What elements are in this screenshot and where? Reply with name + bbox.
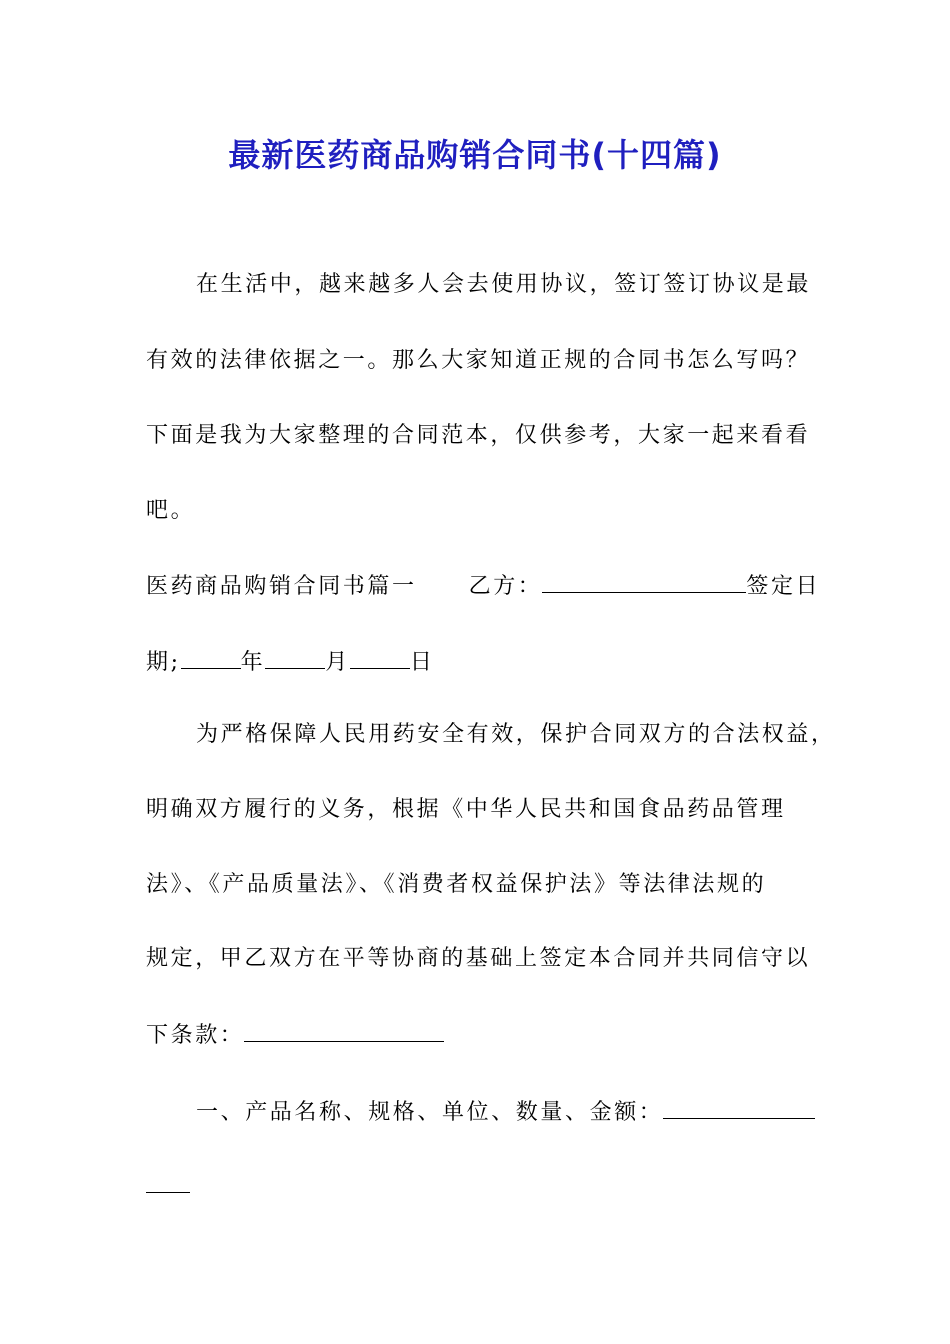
sign-date-line xyxy=(146,646,434,678)
clause1-line xyxy=(196,1096,815,1128)
section1-heading-line xyxy=(146,570,820,602)
section1-heading: 医药商品购销合同书篇一 xyxy=(146,574,417,599)
year-label: 年 xyxy=(240,650,266,675)
clauses-blank xyxy=(244,1019,444,1042)
clause1-blank-continuation xyxy=(146,1170,190,1193)
para2-line-1: 为严格保障人民用药安全有效，保护合同双方的合法权益， xyxy=(196,722,836,747)
month-label: 月 xyxy=(325,650,350,675)
intro-line-4: 吧。 xyxy=(146,498,196,523)
day-blank xyxy=(350,646,410,669)
sign-date-label-a: 签定日 xyxy=(746,574,821,599)
para2-line-4: 规定，甲乙双方在平等协商的基础上签定本合同并共同信守以 xyxy=(146,946,811,971)
year-blank xyxy=(181,646,241,669)
para2-line-5-text: 下条款： xyxy=(146,1023,245,1048)
para2-line-3: 法》、《产品质量法》、《消费者权益保护法》等法律法规的 xyxy=(146,872,767,897)
clause1-label: 一、产品名称、规格、单位、数量、金额： xyxy=(196,1100,664,1125)
intro-line-2: 有效的法律依据之一。那么大家知道正规的合同书怎么写吗？ xyxy=(146,348,811,373)
month-blank xyxy=(265,646,325,669)
party-b-blank xyxy=(542,570,746,593)
sign-date-label-b: 期; xyxy=(146,650,181,675)
clause1-continuation xyxy=(146,1170,190,1202)
day-label: 日 xyxy=(409,650,435,675)
para2-line-2: 明确双方履行的义务，根据《中华人民共和国食品药品管理 xyxy=(146,797,786,822)
intro-line-1: 在生活中，越来越多人会去使用协议，签订签订协议是最 xyxy=(196,272,812,297)
para2-line-5 xyxy=(146,1019,444,1051)
clause1-blank xyxy=(663,1096,815,1119)
party-b-label: 乙方： xyxy=(468,574,543,599)
document-title: 最新医药商品购销合同书(十四篇) xyxy=(228,136,722,174)
intro-line-3: 下面是我为大家整理的合同范本，仅供参考，大家一起来看看 xyxy=(146,423,811,448)
